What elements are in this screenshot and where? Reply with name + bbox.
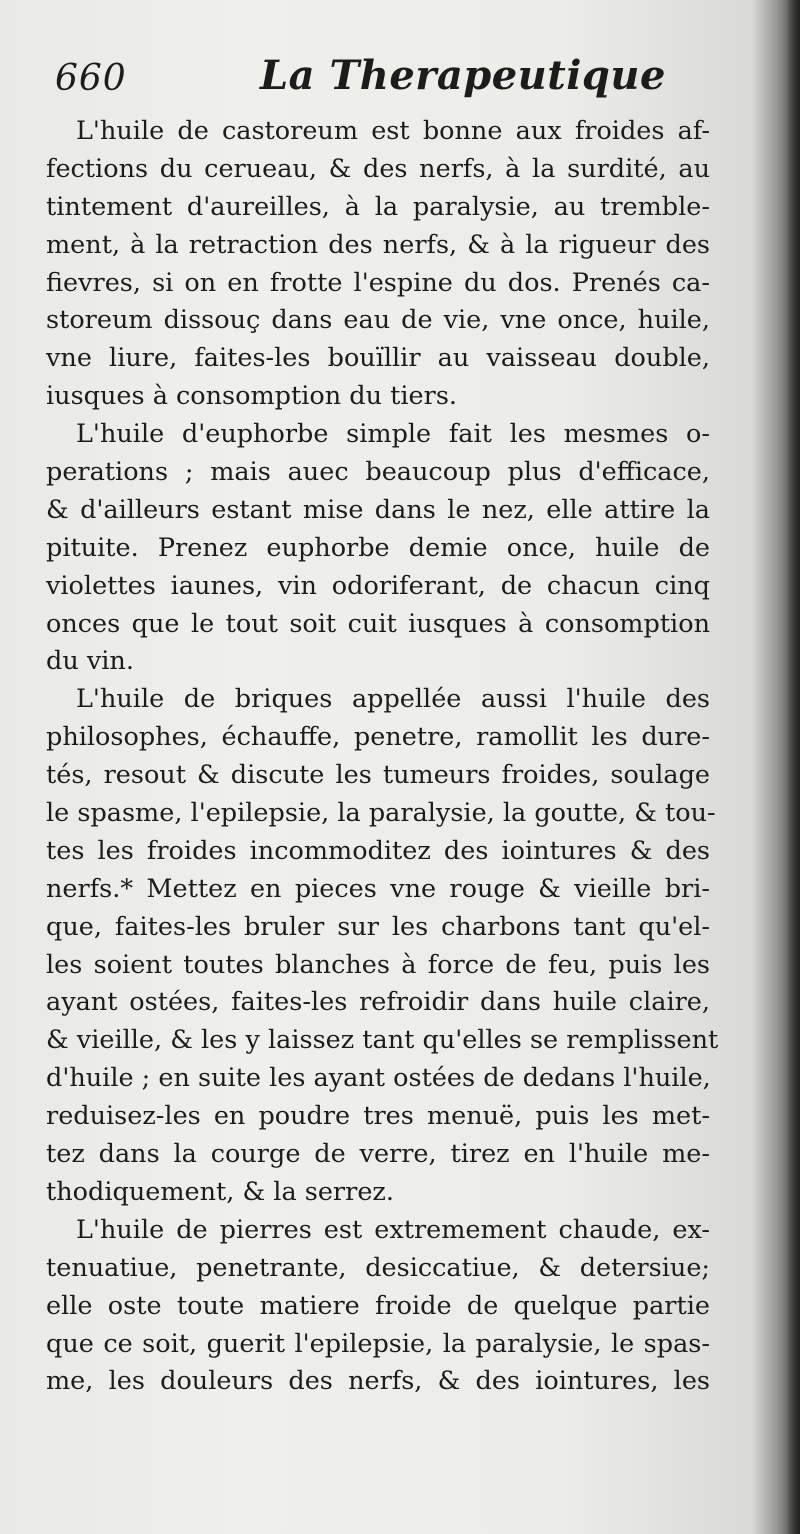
text-line: philosophes, échauffe, penetre, ramollit les dure-	[46, 722, 710, 753]
text-line: tez dans la courge de verre, tirez en l'huile me-	[46, 1139, 710, 1170]
text-line: les soient toutes blanches à force de feu, puis les	[46, 949, 710, 980]
paragraph-euphorbe	[46, 416, 710, 681]
text-line: pituite. Prenez euphorbe demie once, huile de	[46, 532, 710, 563]
text-line: storeum dissouç dans eau de vie, vne once, huile,	[46, 305, 710, 336]
text-line: du vin.	[46, 646, 134, 677]
text-line: L'huile de pierres est extremement chaude, ex-	[76, 1214, 710, 1245]
text-line: me, les douleurs des nerfs, & des iointures, les	[46, 1366, 710, 1397]
text-line: & d'ailleurs estant mise dans le nez, elle attire la	[46, 494, 710, 525]
text-line: tintement d'aureilles, à la paralysie, au tremble-	[46, 191, 710, 222]
text-line: L'huile d'euphorbe simple fait les mesmes o-	[76, 419, 710, 450]
text-line: vne liure, faites-les bouïllir au vaisseau double,	[46, 343, 710, 374]
text-line: fievres, si on en frotte l'espine du dos. Prenés ca-	[46, 267, 710, 298]
text-line: fections du cerueau, & des nerfs, à la surdité, au	[46, 153, 710, 184]
text-line: tes les froides incommoditez des iointures & des	[46, 835, 710, 866]
text-line: & vieille, & les y laissez tant qu'elles se remplissent	[46, 1025, 719, 1056]
text-line: onces que le tout soit cuit iusques à consomption	[46, 608, 710, 639]
page-header	[55, 52, 775, 108]
text-line: L'huile de castoreum est bonne aux froides af-	[76, 116, 710, 146]
body-text	[46, 113, 719, 1401]
text-line: que ce soit, guerit l'epilepsie, la paralysie, le spas-	[46, 1328, 710, 1359]
text-line: d'huile ; en suite les ayant ostées de dedans l'huile,	[46, 1063, 711, 1094]
text-line: elle oste toute matiere froide de quelque partie	[46, 1290, 710, 1321]
text-line: nerfs.* Mettez en pieces vne rouge & vieille bri-	[46, 873, 710, 904]
text-line: tés, resout & discute les tumeurs froides, soulage	[46, 760, 710, 791]
text-line: perations ; mais auec beaucoup plus d'efficace,	[46, 457, 710, 488]
text-line: L'huile de briques appellée aussi l'huile des	[76, 684, 710, 715]
text-line: que, faites-les bruler sur les charbons tant qu'el-	[46, 911, 710, 942]
page-gutter-shadow	[786, 0, 800, 1534]
paragraph-briques	[46, 681, 719, 1211]
paragraph-castoreum	[46, 113, 710, 416]
paragraph-pierres	[46, 1212, 710, 1401]
text-line: tenuatiue, penetrante, desiccatiue, & detersiue;	[46, 1252, 710, 1283]
text-line: le spasme, l'epilepsie, la paralysie, la goutte, & tou-	[46, 798, 716, 829]
running-title: La Therapeutique	[260, 52, 666, 99]
text-line: thodiquement, & la serrez.	[46, 1176, 394, 1207]
text-line: iusques à consomption du tiers.	[46, 381, 458, 412]
text-line: reduisez-les en poudre tres menuë, puis les met-	[46, 1101, 710, 1132]
text-line: violettes iaunes, vin odoriferant, de chacun cinq	[46, 570, 710, 601]
text-line: ayant ostées, faites-les refroidir dans huile claire,	[46, 987, 710, 1018]
text-line: ment, à la retraction des nerfs, & à la rigueur des	[46, 229, 710, 260]
page-number: 660	[55, 58, 127, 99]
